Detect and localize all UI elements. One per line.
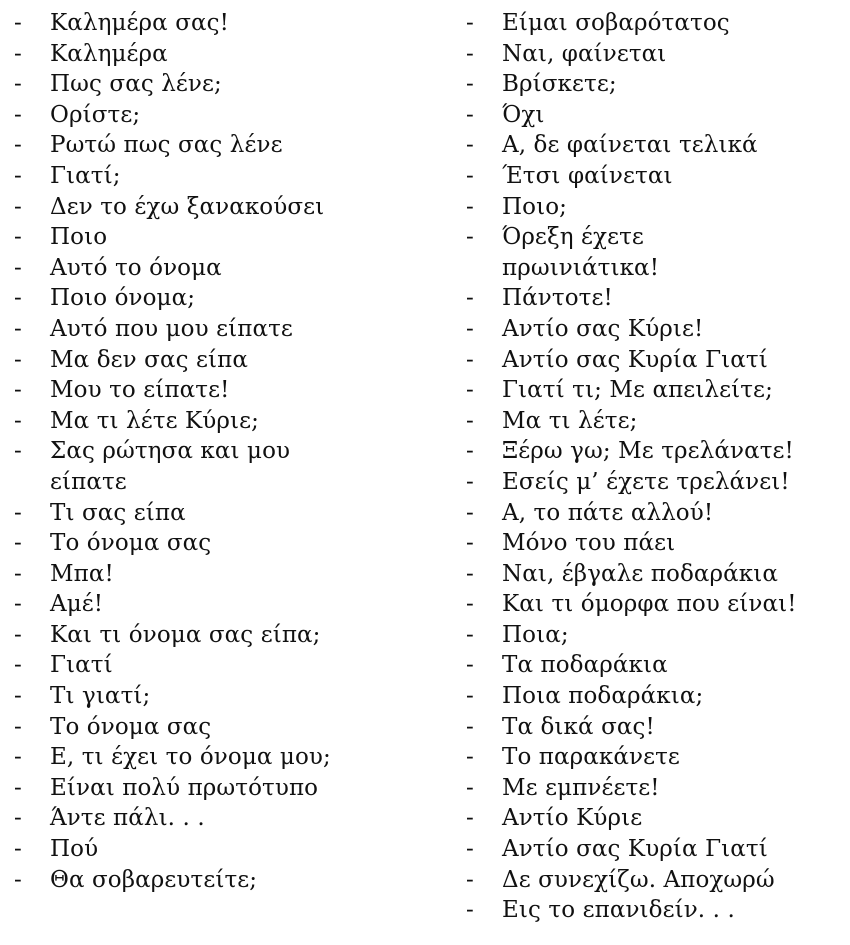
dialogue-line [466, 712, 846, 743]
dash-marker: - [14, 285, 22, 312]
dash-marker: - [14, 805, 22, 832]
dash-marker: - [466, 683, 474, 710]
dialogue-line [466, 834, 846, 865]
dash-marker: - [14, 254, 22, 281]
dialogue-line [14, 559, 434, 590]
dash-marker: - [466, 652, 474, 679]
dialogue-line [466, 130, 846, 161]
dialogue-text: Α, το πάτε αλλού! [502, 499, 714, 526]
dialogue-line [14, 283, 434, 314]
dash-marker [466, 253, 502, 284]
dash-marker: - [466, 132, 474, 159]
right-dialogue-column [466, 8, 846, 926]
dialogue-text: Αυτό το όνομα [50, 254, 222, 281]
dash-marker: - [14, 346, 22, 373]
dash-marker: - [466, 774, 474, 801]
dialogue-text: Α, δε φαίνεται τελικά [502, 132, 758, 159]
dialogue-text: Μπα! [50, 560, 114, 587]
dash-marker [14, 467, 50, 498]
dialogue-text: Ποια; [502, 621, 569, 648]
dialogue-text: Άντε πάλι. . . [50, 805, 205, 832]
dash-marker: - [14, 560, 22, 587]
dash-marker: - [466, 805, 474, 832]
dash-marker: - [14, 377, 22, 404]
dialogue-line [14, 375, 434, 406]
dash-marker: - [466, 836, 474, 863]
dialogue-line [466, 742, 846, 773]
dialogue-line [466, 69, 846, 100]
dialogue-line [466, 314, 846, 345]
dialogue-line [466, 528, 846, 559]
dialogue-text: Μα τι λέτε Κύριε; [50, 407, 259, 434]
dialogue-text: Αντίο Κύριε [502, 805, 643, 832]
dash-marker: - [466, 499, 474, 526]
dialogue-text: Ποιο; [502, 193, 568, 220]
dialogue-text: Ρωτώ πως σας λένε [50, 132, 283, 159]
dash-marker: - [14, 866, 22, 893]
dialogue-line [466, 865, 846, 896]
dash-marker: - [14, 683, 22, 710]
dialogue-line [14, 589, 434, 620]
dash-marker: - [14, 315, 22, 342]
dialogue-text: Πού [50, 836, 99, 863]
dialogue-text: Αυτό που μου είπατε [50, 315, 293, 342]
dialogue-text: Μου το είπατε! [50, 377, 230, 404]
dialogue-line [14, 345, 434, 376]
dialogue-text: Το όνομα σας [50, 530, 212, 557]
dash-marker: - [466, 162, 474, 189]
dialogue-text: Ορίστε; [50, 101, 141, 128]
dialogue-text: Δεν το έχω ξανακούσει [50, 193, 325, 220]
dash-marker: - [14, 132, 22, 159]
dialogue-line [466, 192, 846, 223]
dialogue-line [14, 498, 434, 529]
dialogue-line [14, 39, 434, 70]
dash-marker: - [14, 10, 22, 36]
dialogue-text: Όχι [502, 101, 545, 128]
dialogue-text: Πάντοτε! [502, 285, 613, 312]
dash-marker: - [14, 224, 22, 251]
dash-marker: - [14, 713, 22, 740]
dialogue-line [466, 467, 846, 498]
dialogue-line [466, 283, 846, 314]
dialogue-text: Ναι, έβγαλε ποδαράκια [502, 560, 779, 587]
dash-marker: - [14, 407, 22, 434]
dialogue-text: Αντίο σας Κυρία Γιατί [502, 346, 768, 373]
dialogue-line [466, 100, 846, 131]
dialogue-line [466, 620, 846, 651]
dash-marker: - [466, 193, 474, 220]
dialogue-text: Μα δεν σας είπα [50, 346, 248, 373]
dialogue-text: Και τι όμορφα που είναι! [502, 591, 797, 618]
dash-marker: - [466, 591, 474, 618]
dash-marker: - [466, 438, 474, 465]
dialogue-text: Και τι όνομα σας είπα; [50, 621, 321, 648]
dash-marker: - [14, 101, 22, 128]
dialogue-line [14, 406, 434, 437]
dash-marker: - [466, 315, 474, 342]
dash-marker: - [466, 560, 474, 587]
dialogue-text: Μόνο του πάει [502, 530, 676, 557]
dialogue-line [14, 742, 434, 773]
dialogue-text: Ναι, φαίνεται [502, 40, 667, 67]
dialogue-line [14, 161, 434, 192]
dash-marker: - [14, 836, 22, 863]
dialogue-text: Τα δικά σας! [502, 713, 655, 740]
dialogue-line [466, 345, 846, 376]
dialogue-text: Το όνομα σας [50, 713, 212, 740]
dialogue-line [14, 650, 434, 681]
dialogue-text: Ποια ποδαράκια; [502, 683, 704, 710]
dialogue-line [14, 253, 434, 284]
dialogue-text: Θα σοβαρευτείτε; [50, 866, 258, 893]
dialogue-line [466, 895, 846, 926]
dash-marker: - [466, 530, 474, 557]
dialogue-line [14, 528, 434, 559]
dialogue-line [466, 589, 846, 620]
dash-marker: - [466, 407, 474, 434]
dialogue-line [14, 773, 434, 804]
dialogue-line [14, 681, 434, 712]
dialogue-text: Εσείς μ’ έχετε τρελάνει! [502, 468, 790, 495]
dialogue-line [466, 8, 846, 39]
dash-marker: - [466, 621, 474, 648]
dialogue-line [14, 130, 434, 161]
dialogue-text: Γιατί [50, 652, 113, 679]
dialogue-text: Ποιο όνομα; [50, 285, 196, 312]
dialogue-line [14, 69, 434, 100]
dash-marker: - [14, 71, 22, 98]
dialogue-text: Γιατί; [50, 162, 121, 189]
dash-marker: - [466, 10, 474, 36]
dash-marker: - [14, 438, 22, 465]
dialogue-line [466, 650, 846, 681]
dash-marker: - [466, 40, 474, 67]
dialogue-line [466, 803, 846, 834]
dialogue-line [14, 834, 434, 865]
dialogue-line [14, 192, 434, 223]
dialogue-line [14, 712, 434, 743]
dialogue-line [466, 559, 846, 590]
dialogue-text: Αντίο σας Κύριε! [502, 315, 704, 342]
dialogue-line [466, 375, 846, 406]
dash-marker: - [466, 101, 474, 128]
dash-marker: - [14, 591, 22, 618]
dash-marker: - [466, 897, 474, 924]
dash-marker: - [14, 774, 22, 801]
dialogue-text: Το παρακάνετε [502, 744, 680, 771]
dialogue-text: Καλημέρα [50, 40, 168, 67]
dialogue-text: Έτσι φαίνεται [502, 162, 673, 189]
dialogue-text: Εις το επανιδείν. . . [502, 897, 735, 924]
dash-marker: - [14, 162, 22, 189]
dash-marker: - [14, 499, 22, 526]
dialogue-text: Δε συνεχίζω. Αποχωρώ [502, 866, 775, 893]
dialogue-text: Με εμπνέετε! [502, 774, 660, 801]
dash-marker: - [14, 621, 22, 648]
dash-marker: - [14, 40, 22, 67]
dialogue-text: Αντίο σας Κυρία Γιατί [502, 836, 768, 863]
dialogue-text: Μα τι λέτε; [502, 407, 638, 434]
dialogue-text: Όρεξη έχετε [502, 224, 644, 251]
dialogue-text: πρωινιάτικα! [502, 254, 660, 281]
dash-marker: - [466, 713, 474, 740]
dialogue-text: Ε, τι έχει το όνομα μου; [50, 744, 331, 771]
dialogue-text: Τι σας είπα [50, 499, 186, 526]
dialogue-line [14, 467, 434, 498]
dialogue-text: Σας ρώτησα και μου [50, 438, 291, 465]
dialogue-text: Ξέρω γω; Με τρελάνατε! [502, 438, 794, 465]
dialogue-line [14, 865, 434, 896]
dialogue-line [466, 498, 846, 529]
dash-marker: - [466, 468, 474, 495]
dialogue-text: Πως σας λένε; [50, 71, 222, 98]
dialogue-text: Αμέ! [50, 591, 104, 618]
dash-marker: - [14, 652, 22, 679]
dash-marker: - [14, 744, 22, 771]
dialogue-text: Είναι πολύ πρωτότυπο [50, 774, 319, 801]
dash-marker: - [466, 285, 474, 312]
dash-marker: - [466, 866, 474, 893]
dialogue-text: Τα ποδαράκια [502, 652, 668, 679]
dialogue-text: Βρίσκετε; [502, 71, 617, 98]
dialogue-line [466, 222, 846, 253]
dialogue-line [14, 436, 434, 467]
dash-marker: - [466, 224, 474, 251]
dialogue-line [466, 161, 846, 192]
dialogue-line [466, 39, 846, 70]
dialogue-line [14, 803, 434, 834]
dialogue-text: Είμαι σοβαρότατος [502, 10, 730, 36]
dialogue-line [466, 406, 846, 437]
dialogue-line [14, 100, 434, 131]
dialogue-line [14, 620, 434, 651]
dialogue-line [466, 773, 846, 804]
dialogue-text: Γιατί τι; Με απειλείτε; [502, 377, 773, 404]
dialogue-line [466, 436, 846, 467]
dialogue-text: Καλημέρα σας! [50, 10, 229, 36]
dialogue-text: Ποιο [50, 224, 108, 251]
dialogue-line [466, 253, 846, 284]
dialogue-text: Τι γιατί; [50, 683, 151, 710]
dash-marker: - [466, 377, 474, 404]
dash-marker: - [466, 744, 474, 771]
left-dialogue-column [14, 8, 434, 895]
dash-marker: - [14, 193, 22, 220]
dialogue-line [14, 222, 434, 253]
dialogue-line [14, 314, 434, 345]
dash-marker: - [14, 530, 22, 557]
dash-marker: - [466, 346, 474, 373]
dialogue-text: είπατε [50, 468, 127, 495]
dash-marker: - [466, 71, 474, 98]
dialogue-line [14, 8, 434, 39]
dialogue-line [466, 681, 846, 712]
